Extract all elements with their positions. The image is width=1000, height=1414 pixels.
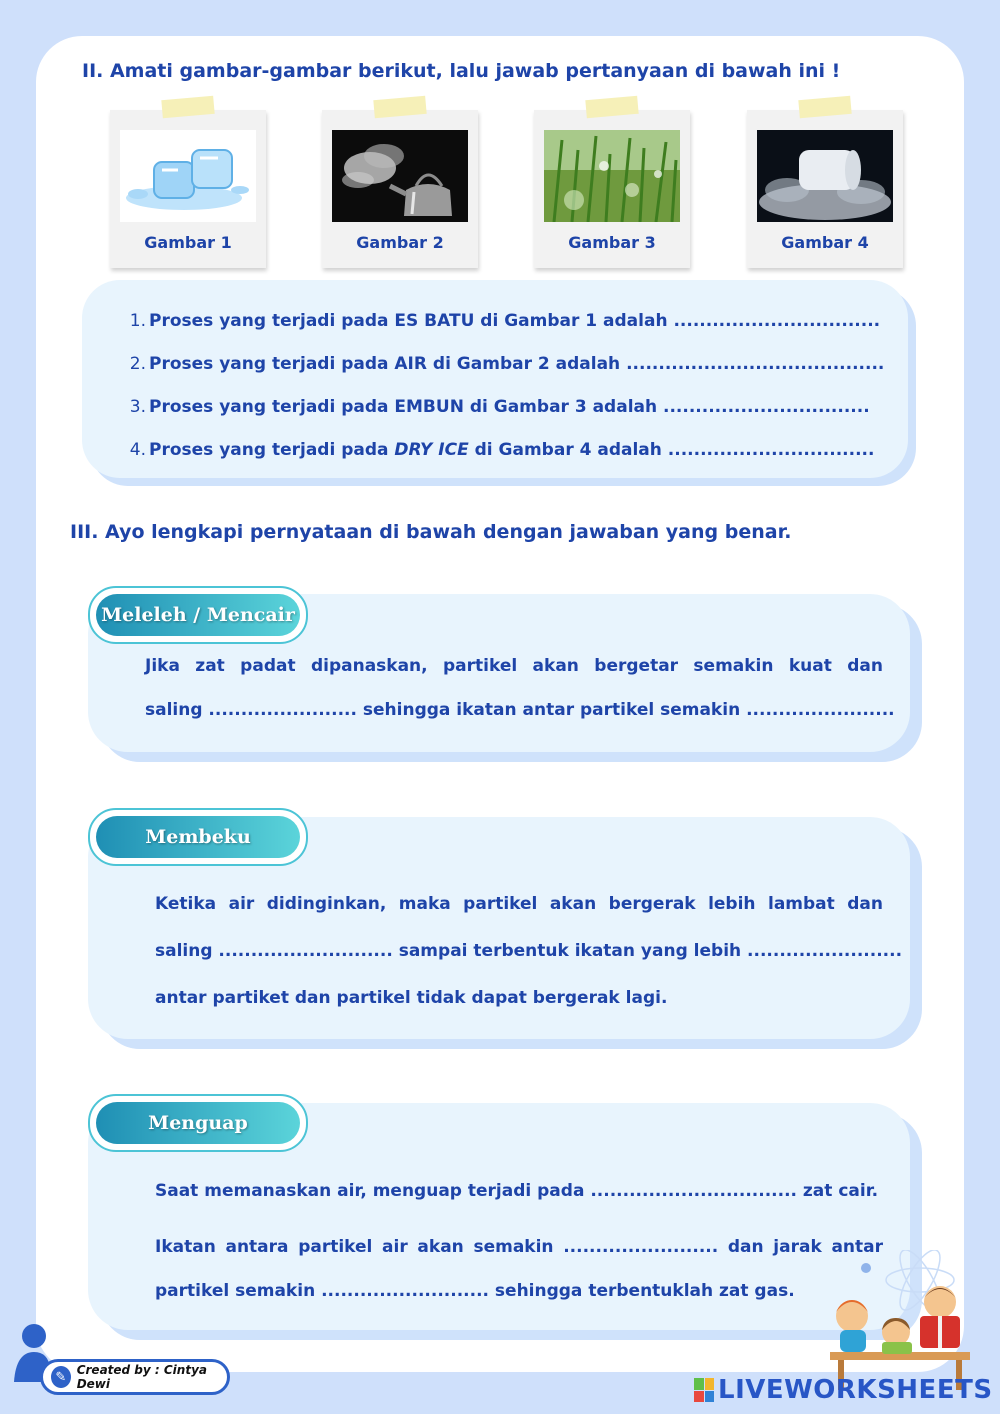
statement-melting[interactable] xyxy=(145,644,895,732)
question-text-pre: Proses yang terjadi pada xyxy=(149,440,395,460)
statement-freezing[interactable] xyxy=(155,881,903,1022)
statement-evaporating[interactable] xyxy=(155,1169,883,1313)
question-text: Proses yang terjadi pada EMBUN di Gambar 3 adalah ................................ xyxy=(149,397,870,417)
statement-line: Ketika air didinginkan, maka partikel akan bergerak lebih lambat dan xyxy=(155,894,883,914)
label-pill-text: Meleleh / Mencair xyxy=(96,594,300,636)
question-3[interactable] xyxy=(122,386,884,429)
picture-card-3 xyxy=(534,110,690,268)
question-number: 4. xyxy=(129,440,146,460)
question-number: 3. xyxy=(129,397,146,417)
dry-ice-smoke-icon xyxy=(757,130,893,222)
logo-mark-icon xyxy=(694,1378,714,1402)
question-text-emphasis: DRY ICE xyxy=(394,440,469,460)
tape-decoration xyxy=(373,96,426,118)
label-pill-freezing xyxy=(88,808,308,866)
brand-name: LIVEWORKSHEETS xyxy=(718,1375,993,1405)
question-4[interactable] xyxy=(122,429,884,472)
picture-card-1 xyxy=(110,110,266,268)
ice-cubes-icon xyxy=(120,130,256,222)
dew-grass-icon xyxy=(544,130,680,222)
picture-card-2 xyxy=(322,110,478,268)
statement-line: Jika zat padat dipanaskan, partikel akan bergetar semakin kuat dan xyxy=(145,656,883,676)
label-pill-text: Membeku xyxy=(96,816,300,858)
creator-credit xyxy=(40,1359,230,1395)
tape-decoration xyxy=(161,96,214,118)
label-pill-melting xyxy=(88,586,308,644)
liveworksheets-logo xyxy=(694,1374,993,1406)
statement-line: antar partiket dan partikel tidak dapat bergerak lagi. xyxy=(155,988,668,1008)
pencil-icon: ✎ xyxy=(51,1366,71,1388)
picture-caption: Gambar 1 xyxy=(144,233,232,252)
creator-credit-text: Created by : Cintya Dewi xyxy=(76,1363,207,1391)
statement-line: Saat memanaskan air, menguap terjadi pada ................................ zat cair. xyxy=(155,1181,879,1201)
tape-decoration xyxy=(585,96,638,118)
steaming-kettle-icon xyxy=(332,130,468,222)
questions-list xyxy=(122,300,884,472)
statement-line: partikel semakin .......................... sehingga terbentuklah zat gas. xyxy=(155,1281,795,1301)
statement-line: saling ........................... sampai terbentuk ikatan yang lebih ........................ xyxy=(155,941,903,961)
section-3-heading: III. Ayo lengkapi pernyataan di bawah dengan jawaban yang benar. xyxy=(70,521,792,543)
picture-card-4 xyxy=(747,110,903,268)
picture-caption: Gambar 4 xyxy=(781,233,869,252)
label-pill-text: Menguap xyxy=(96,1102,300,1144)
section-2-heading: II. Amati gambar-gambar berikut, lalu jawab pertanyaan di bawah ini ! xyxy=(82,60,841,82)
picture-caption: Gambar 2 xyxy=(356,233,444,252)
statement-line: saling ....................... sehingga ikatan antar partikel semakin ....................... xyxy=(145,700,895,720)
question-text: Proses yang terjadi pada ES BATU di Gambar 1 adalah ................................ xyxy=(149,311,881,331)
question-number: 2. xyxy=(129,354,146,374)
label-pill-evaporating xyxy=(88,1094,308,1152)
question-number: 1. xyxy=(129,311,146,331)
question-2[interactable] xyxy=(122,343,884,386)
statement-line: Ikatan antara partikel air akan semakin ........................ dan jarak antar xyxy=(155,1237,883,1257)
question-1[interactable] xyxy=(122,300,884,343)
tape-decoration xyxy=(798,96,851,118)
question-text-post: di Gambar 4 adalah ................................ xyxy=(468,440,875,460)
picture-caption: Gambar 3 xyxy=(568,233,656,252)
question-text: Proses yang terjadi pada AIR di Gambar 2 adalah ........................................ xyxy=(149,354,885,374)
questions-box xyxy=(82,280,908,478)
